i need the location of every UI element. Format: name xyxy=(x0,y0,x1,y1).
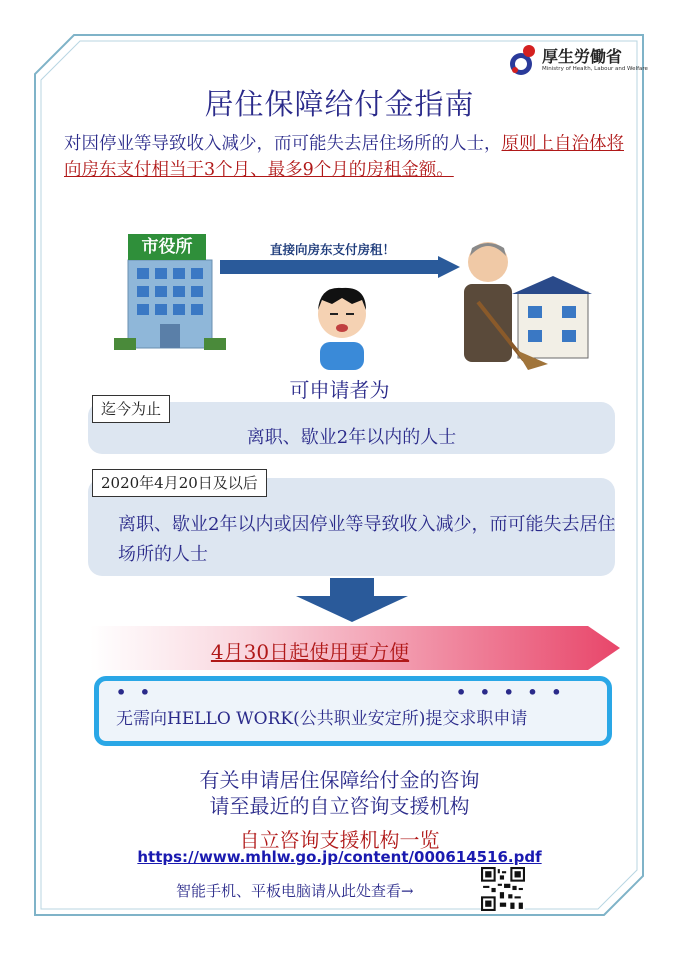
smartphone-note: 智能手机、平板电脑请从此处查看→ xyxy=(176,882,414,900)
intro-text xyxy=(64,131,634,183)
before-text: 离职、歇业2年以内的人士 xyxy=(246,427,457,448)
consult-line-2: 请至最近的自立咨询支援机构 xyxy=(209,794,470,818)
intro-highlight: 原则上自治体将向房东支付相当于3个月、最多9个月的房租金额。 xyxy=(64,134,624,180)
ministry-logo xyxy=(508,44,648,80)
landlord-illustration xyxy=(458,232,592,370)
consult-line-1: 有关申请居住保障给付金的咨询 xyxy=(199,768,480,792)
eligible-heading: 可申请者为 xyxy=(289,378,390,402)
list-title: 自立咨询支援机构一览 xyxy=(239,828,440,852)
qr-code-icon[interactable] xyxy=(481,867,525,911)
intro-normal: 对因停业等导致收入减少，而可能失去居住场所的人士， xyxy=(64,134,502,154)
city-hall-sign: 市役所 xyxy=(128,234,206,260)
after-text: 离职、歇业2年以内或因停业等导致收入减少，而可能失去居住场所的人士 xyxy=(118,514,616,565)
emphasis-dots-right: • • • • • xyxy=(456,683,566,702)
banner-text: 4月30日起使用更方便 xyxy=(210,640,410,664)
before-tag: 迄今为止 xyxy=(92,395,170,423)
ministry-name: 厚生労働省 xyxy=(542,47,623,66)
after-tag: 2020年4月20日及以后 xyxy=(92,469,267,497)
city-hall-illustration xyxy=(110,258,230,358)
payment-arrow-label: 直接向房东支付房租！ xyxy=(270,242,396,257)
ministry-subtitle: Ministry of Health, Labour and Welfare xyxy=(542,66,648,72)
down-arrow xyxy=(296,578,408,622)
emphasis-dots-left: • • xyxy=(116,683,155,702)
list-url-link[interactable]: https://www.mhlw.go.jp/content/000614516.pdf xyxy=(137,848,542,866)
payment-arrow xyxy=(220,256,460,278)
notice-text: 无需向HELLO WORK(公共职业安定所)提交求职申请 xyxy=(116,709,528,729)
ministry-logo-icon xyxy=(508,44,538,78)
tenant-illustration xyxy=(306,280,378,370)
page-title: 居住保障给付金指南 xyxy=(204,87,475,121)
